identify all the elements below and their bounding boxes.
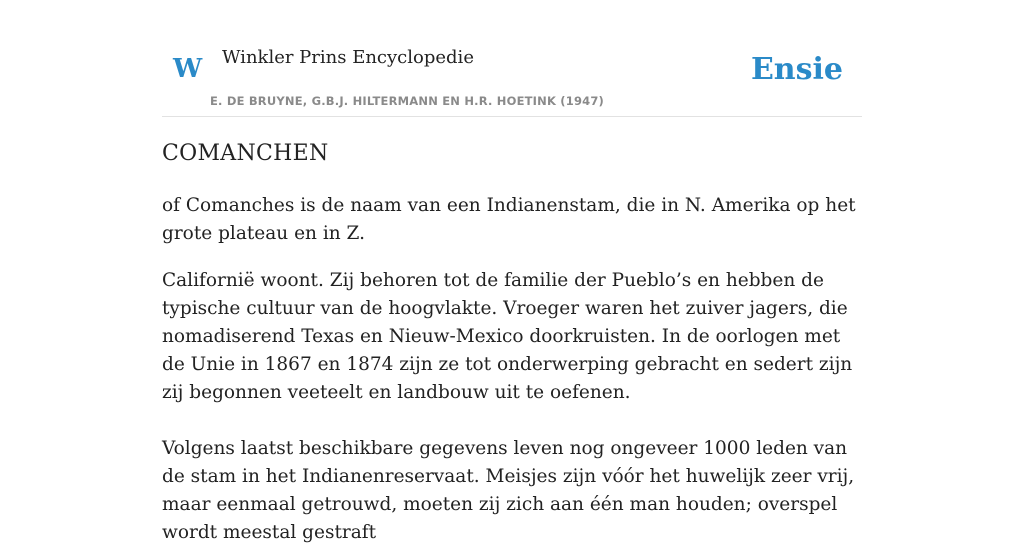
source-title[interactable]: Winkler Prins Encyclopedie <box>222 47 474 68</box>
article <box>162 136 864 547</box>
article-paragraph: Volgens laatst beschikbare gegevens leven nog ongeveer 1000 leden van de stam in het Indianenreservaat. Meisjes zijn vóór het huwelijk zeer vrij, maar eenmaal getrouwd, moeten zij zich aan één man houden; overspel wordt meestal gestraft <box>162 438 855 543</box>
source-header <box>162 0 862 117</box>
source-authors: E. DE BRUYNE, G.B.J. HILTERMANN EN H.R. HOETINK (1947) <box>210 94 605 108</box>
ensie-logo[interactable]: Ensie <box>750 52 843 87</box>
winkler-prins-logo[interactable]: W <box>173 54 203 84</box>
article-title: COMANCHEN <box>162 141 329 166</box>
article-paragraph: Californië woont. Zij behoren tot de familie der Pueblo’s en hebben de typische cultuur van de hoogvlakte. Vroeger waren het zuiver jagers, die nomadiserend Texas en Nieuw-Mexico doorkruisten. In de oorlogen met de Unie in 1867 en 1874 zijn ze tot onderwerping gebracht en sedert zijn zij begonnen veeteelt en landbouw uit te oefenen. <box>162 270 853 403</box>
article-paragraph: of Comanches is de naam van een Indianenstam, die in N. Amerika op het grote plateau en in Z. <box>162 195 856 244</box>
